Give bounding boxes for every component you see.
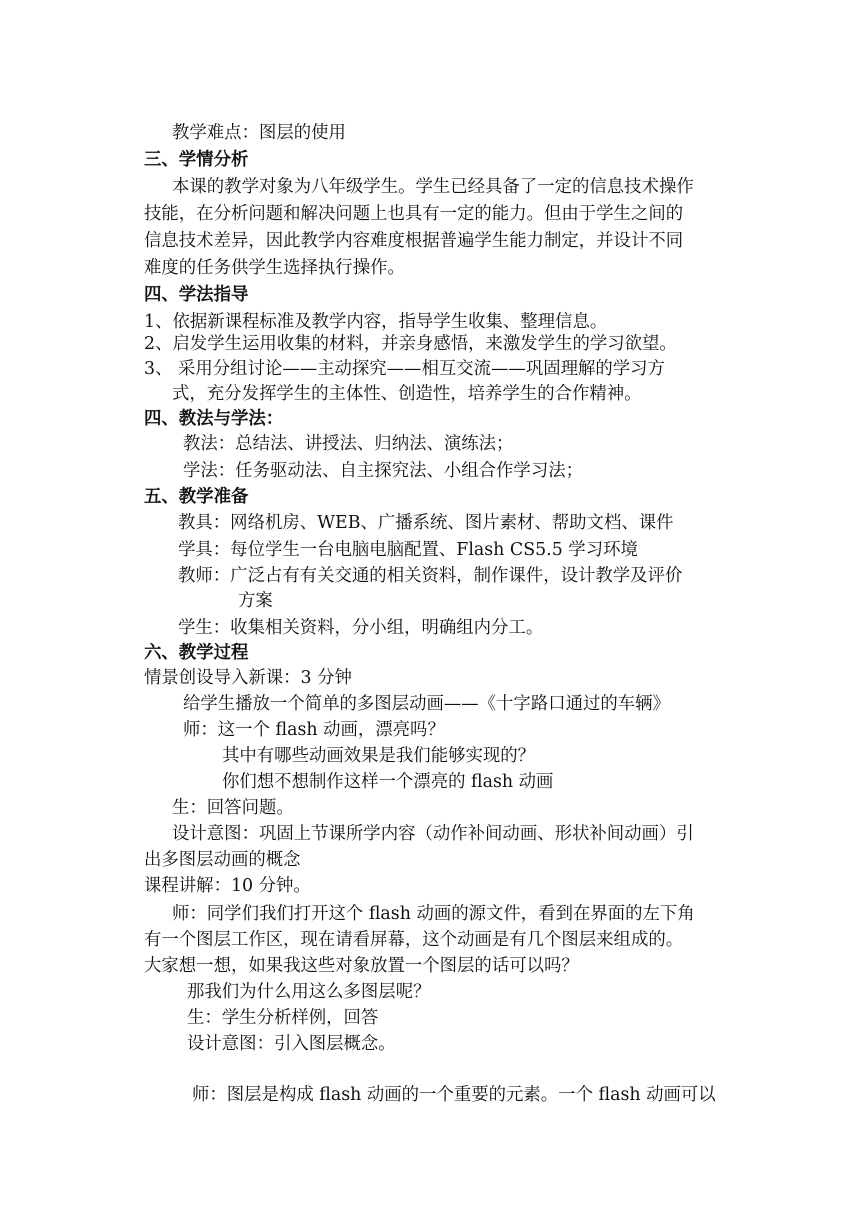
section-heading: 五、教学准备 <box>144 487 249 507</box>
list-item: 2、启发学生运用收集的材料，并亲身感悟，来激发学生的学习欲望。 <box>144 334 677 354</box>
dialogue-line: 你们想不想制作这样一个漂亮的 flash 动画 <box>222 772 554 792</box>
section-heading: 四、学法指导 <box>144 285 249 305</box>
dialogue-line: 师：这一个 flash 动画，漂亮吗？ <box>183 720 445 740</box>
paragraph-line: 难度的任务供学生选择执行操作。 <box>144 258 405 278</box>
text-line: 教具：网络机房、WEB、广播系统、图片素材、帮助文档、课件 <box>178 513 674 533</box>
text-line: 学法：任务驱动法、自主探究法、小组合作学习法； <box>183 461 583 481</box>
paragraph-line: 本课的教学对象为八年级学生。学生已经具备了一定的信息技术操作 <box>172 177 694 197</box>
section-heading: 三、学情分析 <box>144 150 249 170</box>
dialogue-line: 那我们为什么用这么多图层呢？ <box>187 982 431 1002</box>
list-item-continued: 式，充分发挥学生的主体性、创造性，培养学生的合作精神。 <box>172 384 642 404</box>
paragraph-line: 有一个图层工作区，现在请看屏幕，这个动画是有几个图层来组成的。 <box>144 930 684 950</box>
dialogue-line: 生：学生分析样例，回答 <box>187 1008 379 1028</box>
text-line: 教法：总结法、讲授法、归纳法、演练法； <box>183 434 514 454</box>
text-line: 方案 <box>238 591 273 611</box>
text-line: 情景创设导入新课：3 分钟 <box>144 668 352 688</box>
text-line: 设计意图：巩固上节课所学内容（动作补间动画、形状补间动画）引 <box>172 824 694 844</box>
text-line: 学具：每位学生一台电脑电脑配置、Flash CS5.5 学习环境 <box>178 540 638 560</box>
paragraph-line: 信息技术差异，因此教学内容难度根据普遍学生能力制定，并设计不同 <box>144 231 684 251</box>
section-heading: 四、教法与学法： <box>144 409 284 429</box>
text-line: 给学生播放一个简单的多图层动画——《十字路口通过的车辆》 <box>183 694 670 714</box>
text-line: 出多图层动画的概念 <box>144 850 301 870</box>
paragraph-line: 大家想一想，如果我这些对象放置一个图层的话可以吗？ <box>144 956 579 976</box>
text-line: 学生：收集相关资料，分小组，明确组内分工。 <box>178 618 544 638</box>
dialogue-line: 其中有哪些动画效果是我们能够实现的？ <box>222 746 536 766</box>
section-heading: 六、教学过程 <box>144 643 249 663</box>
list-item: 3、 采用分组讨论——主动探究——相互交流——巩固理解的学习方 <box>144 359 665 379</box>
paragraph-line: 师：同学们我们打开这个 flash 动画的源文件，看到在界面的左下角 <box>172 904 695 924</box>
text-line: 教学难点：图层的使用 <box>172 123 346 143</box>
text-line: 设计意图：引入图层概念。 <box>187 1034 396 1054</box>
list-item: 1、依据新课程标准及教学内容，指导学生收集、整理信息。 <box>144 312 608 332</box>
paragraph-line: 技能，在分析问题和解决问题上也具有一定的能力。但由于学生之间的 <box>144 204 684 224</box>
text-line: 教师：广泛占有有关交通的相关资料，制作课件，设计教学及评价 <box>178 566 683 586</box>
paragraph-line: 师：图层是构成 flash 动画的一个重要的元素。一个 flash 动画可以 <box>192 1085 716 1105</box>
text-line: 课程讲解：10 分钟。 <box>144 876 311 896</box>
dialogue-line: 生：回答问题。 <box>172 798 294 818</box>
